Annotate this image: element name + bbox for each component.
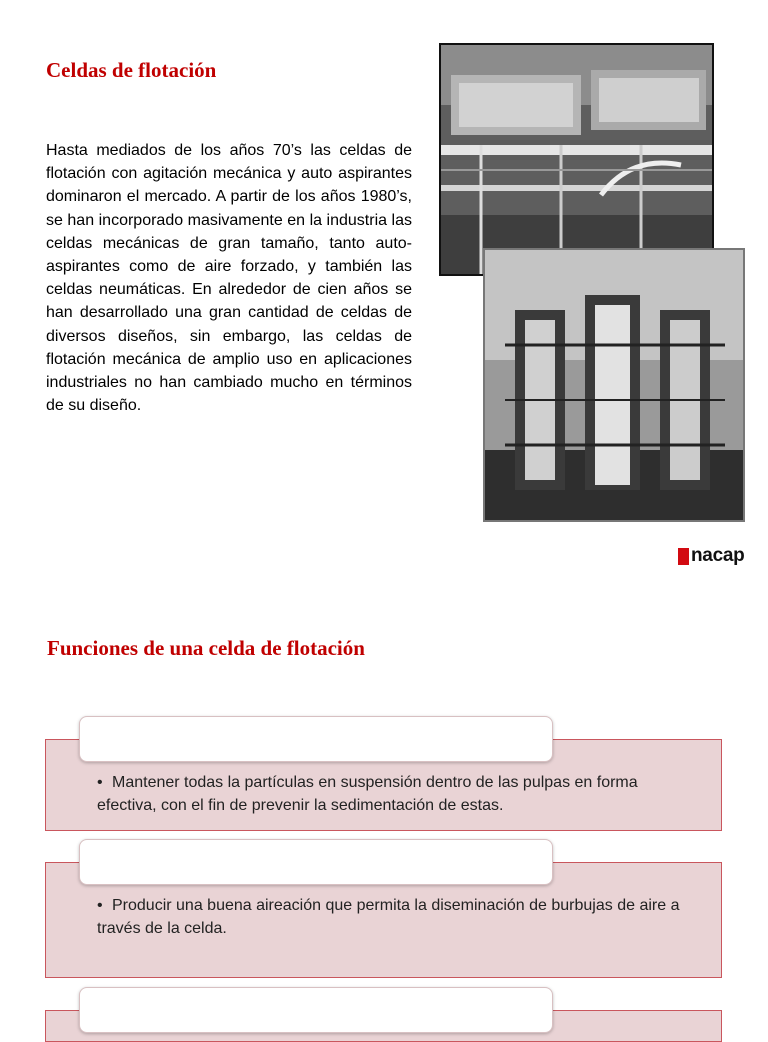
logo-mark-icon xyxy=(678,548,689,565)
slide2-title: Funciones de una celda de flotación xyxy=(47,636,365,660)
bullet-icon: • xyxy=(97,897,103,914)
flotation-plant-photo xyxy=(439,43,714,276)
function-tab-3 xyxy=(79,987,553,1033)
inacap-logo xyxy=(678,545,744,567)
function-text-2 xyxy=(97,895,687,940)
function-item-2: Producir una buena aireación que permita la diseminación de burbujas de aire a través de la celda. xyxy=(97,897,680,937)
flotation-columns-photo xyxy=(483,248,745,522)
function-tab-2 xyxy=(79,839,553,885)
slide1-body-text: Hasta mediados de los años 70’s las celdas de flotación con agitación mecánica y auto aspirantes dominaron el mercado. A partir de los años 1980’s, se han incorporado masivamente en la industria las celdas mecánicas de gran tamaño, tanto auto-aspirantes como de aire forzado, y también las celdas neumáticas. En alrededor de cien años se han desarrollado una gran cantidad de celdas de diversos diseños, sin embargo, las celdas de flotación mecánica de amplio uso en aplicaciones industriales no han cambiado mucho en términos de su diseño. xyxy=(46,142,412,415)
function-tab-1 xyxy=(79,716,553,762)
logo-text: nacap xyxy=(691,545,745,566)
slide1-title: Celdas de flotación xyxy=(46,58,217,82)
function-item-1: Mantener todas la partículas en suspensión dentro de las pulpas en forma efectiva, con el fin de prevenir la sedimentación de estas. xyxy=(97,774,638,814)
function-text-1 xyxy=(97,772,687,817)
bullet-icon: • xyxy=(97,774,103,791)
